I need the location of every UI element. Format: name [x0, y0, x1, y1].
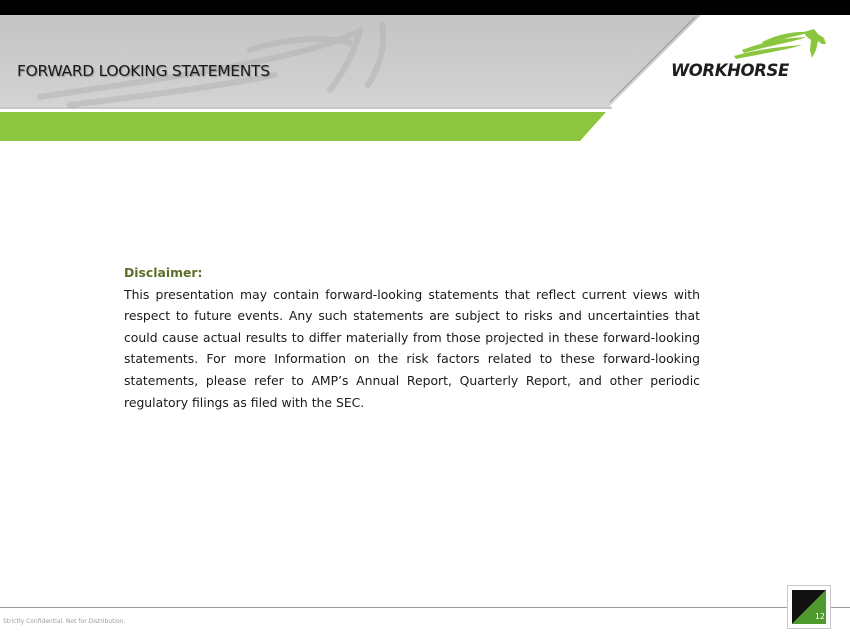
footer-divider — [0, 607, 850, 608]
page-number-badge — [787, 585, 831, 629]
disclaimer-heading: Disclaimer: — [124, 265, 203, 280]
confidentiality-notice: Strictly Confidential. Not for Distribution. — [3, 618, 126, 625]
disclaimer-section — [124, 262, 700, 413]
slide-title: FORWARD LOOKING STATEMENTS — [17, 62, 270, 80]
disclaimer-body: This presentation may contain forward-looking statements that reflect current views with respect to future events. Any such statements are subject to risks and uncertainties that could cause actual results to differ materially from those projected in these forward-looking statements. For more Information on the risk factors related to these forward-looking statements, please refer to AMP’s Annual Report, Quarterly Report, and other periodic regulatory filings as filed with the SEC. — [124, 286, 700, 410]
horse-head-swoosh-icon — [732, 28, 832, 64]
logo-wordmark: WORKHORSE — [671, 61, 789, 80]
top-bar — [0, 0, 850, 15]
workhorse-logo — [668, 28, 833, 83]
page-number: 12 — [814, 612, 825, 621]
